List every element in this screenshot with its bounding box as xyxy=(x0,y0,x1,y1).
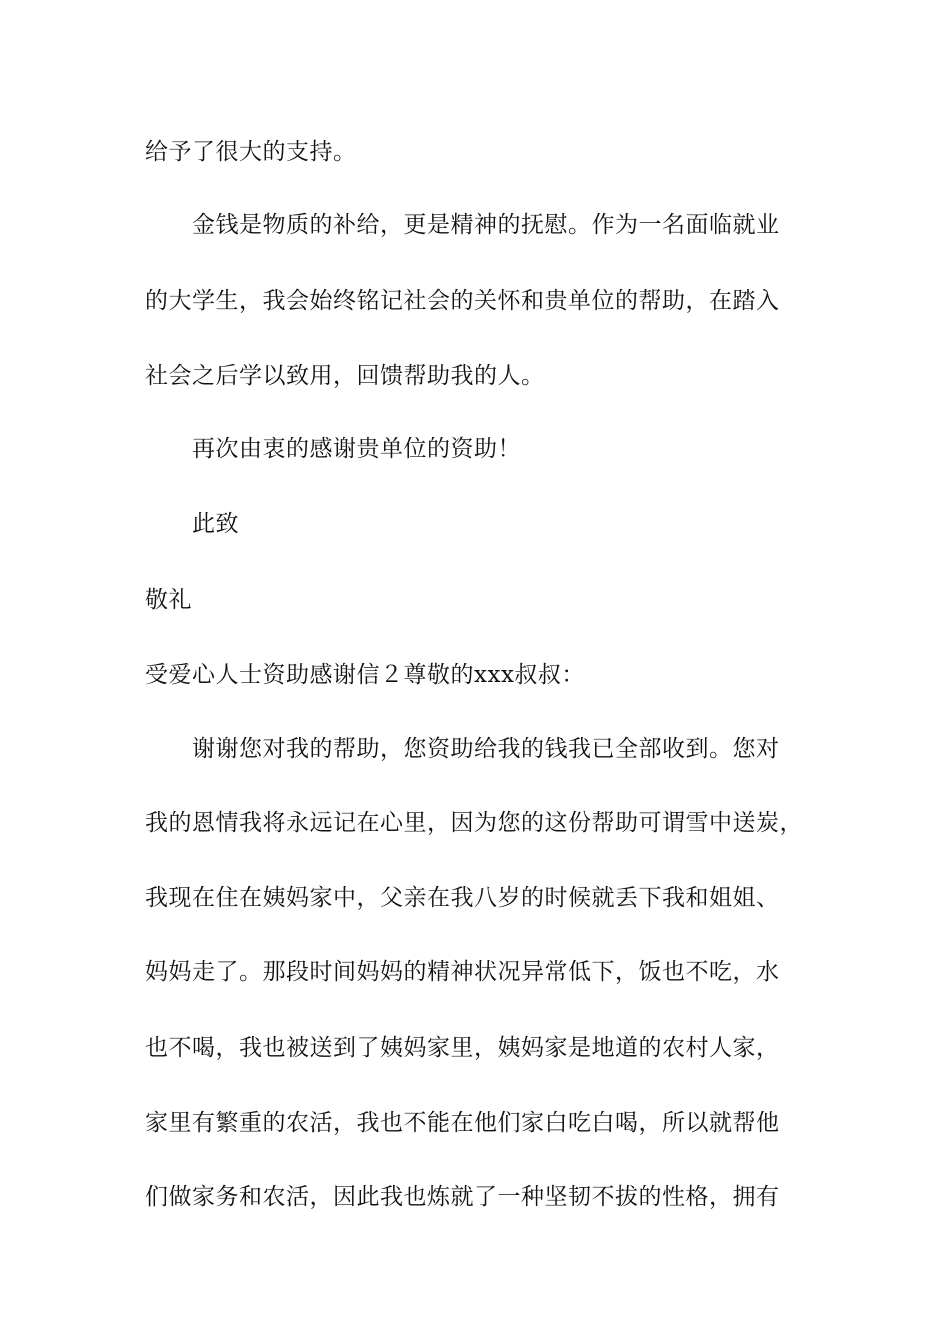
text-line-4: 社会之后学以致用，回馈帮助我的人。 xyxy=(145,363,545,389)
text-line-1: 给予了很大的支持。 xyxy=(145,139,357,165)
text-line-9: 谢谢您对我的帮助，您资助给我的钱我已全部收到。您对 xyxy=(192,736,780,762)
text-line-5: 再次由衷的感谢贵单位的资助！ xyxy=(192,436,521,462)
text-line-12: 妈妈走了。那段时间妈妈的精神状况异常低下，饭也不吃，水 xyxy=(145,959,780,985)
text-line-11: 我现在住在姨妈家中，父亲在我八岁的时候就丢下我和姐姐、 xyxy=(145,885,780,911)
text-line-13: 也不喝，我也被送到了姨妈家里，姨妈家是地道的农村人家， xyxy=(145,1035,780,1061)
closing-salutation: 此致 xyxy=(192,511,239,537)
text-line-2: 金钱是物质的补给，更是精神的抚慰。作为一名面临就业 xyxy=(192,212,780,238)
letter-heading: 受爱心人士资助感谢信２尊敬的xxx叔叔： xyxy=(145,662,585,688)
text-line-3: 的大学生，我会始终铭记社会的关怀和贵单位的帮助，在踏入 xyxy=(145,288,780,314)
text-line-10: 我的恩情我将永远记在心里，因为您的这份帮助可谓雪中送炭， xyxy=(145,810,803,836)
text-line-15: 们做家务和农活，因此我也炼就了一种坚韧不拔的性格，拥有 xyxy=(145,1184,780,1210)
text-line-14: 家里有繁重的农活，我也不能在他们家白吃白喝，所以就帮他 xyxy=(145,1110,780,1136)
closing-regards: 敬礼 xyxy=(145,587,192,613)
